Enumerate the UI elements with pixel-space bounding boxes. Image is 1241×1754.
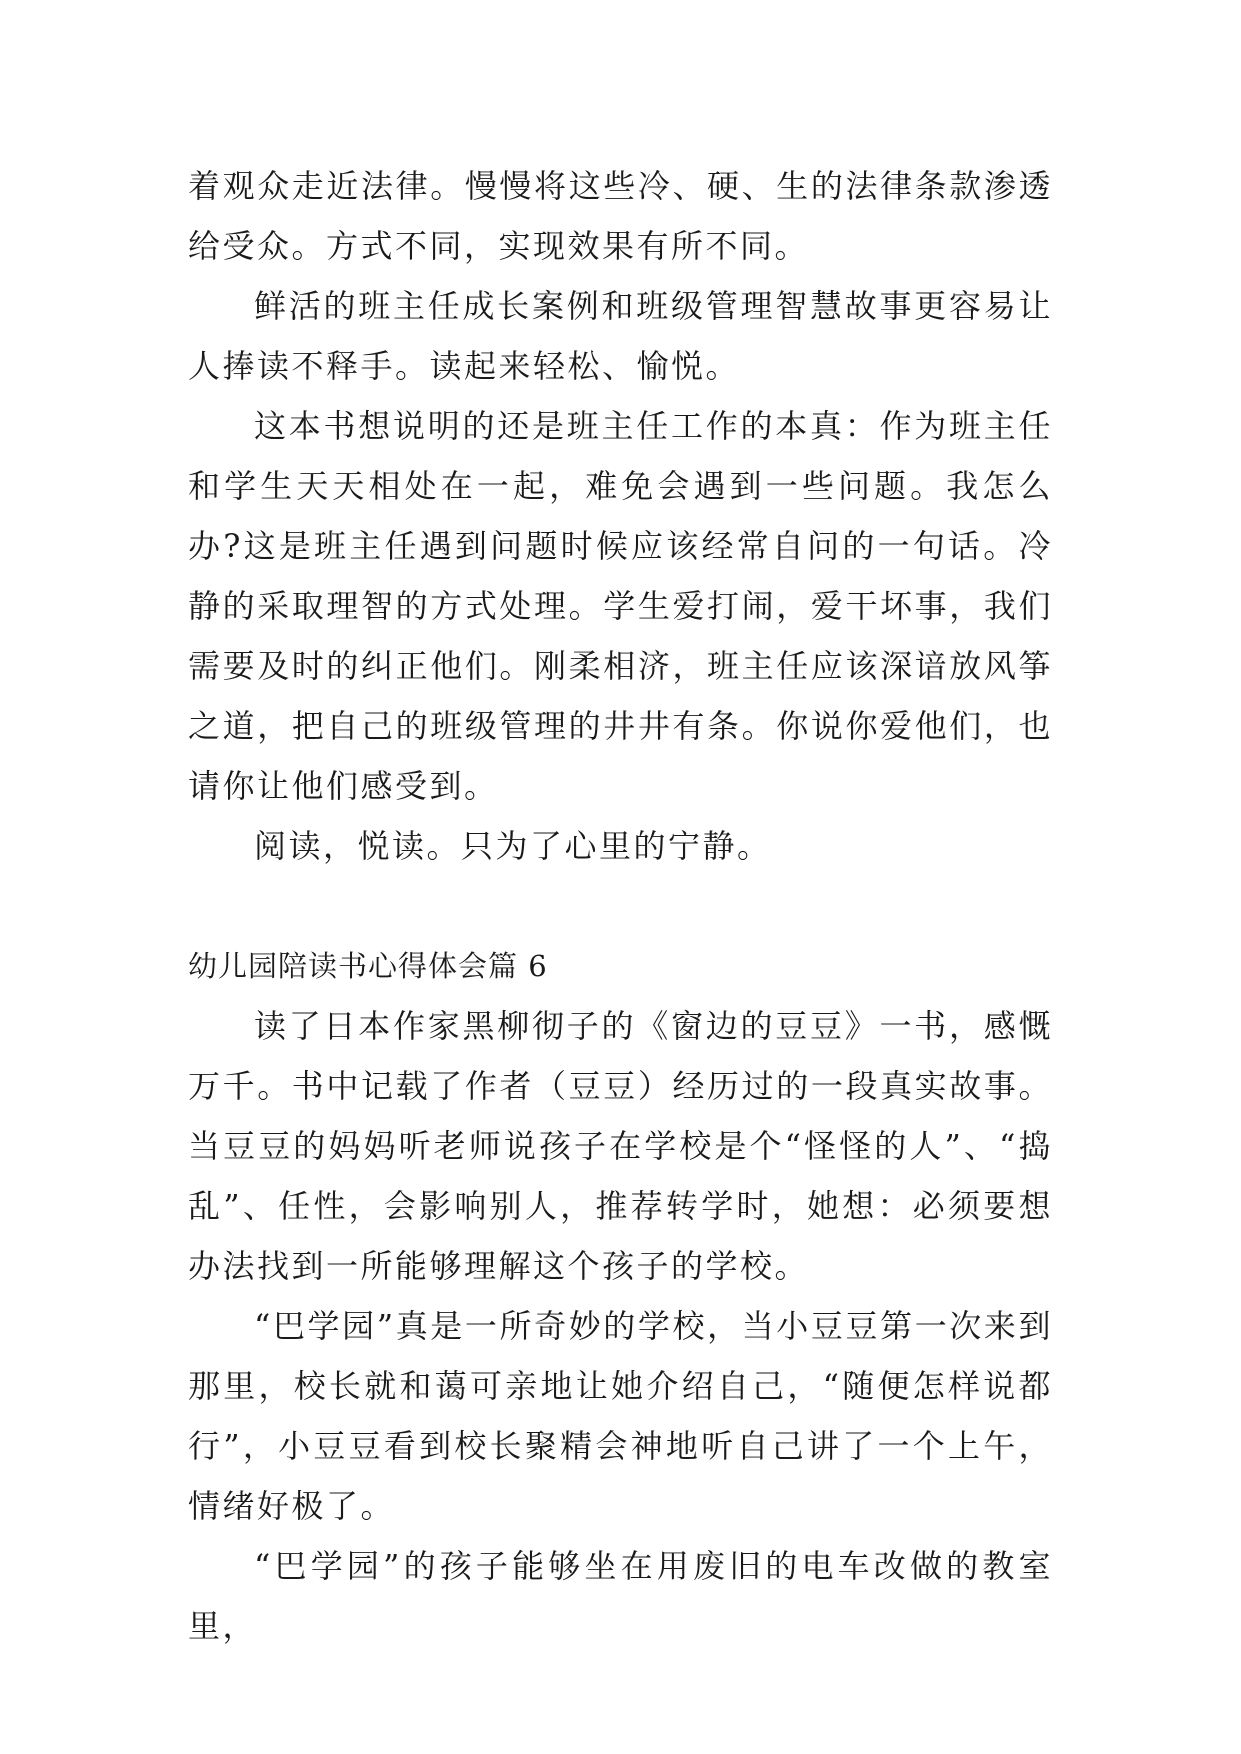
paragraph: 鲜活的班主任成长案例和班级管理智慧故事更容易让人捧读不释手。读起来轻松、愉悦。 [188, 287, 1053, 385]
paragraph: “巴学园”的孩子能够坐在用废旧的电车改做的教室里， [188, 1547, 1053, 1645]
section-heading: 幼儿园陪读书心得体会篇 6 [188, 949, 548, 983]
paragraph: 这本书想说明的还是班主任工作的本真：作为班主任和学生天天相处在一起，难免会遇到一些问题。我怎么办?这是班主任遇到问题时候应该经常自问的一句话。冷静的采取理智的方式处理。学生爱打闹，爱干坏事，我们需要及时的纠正他们。刚柔相济，班主任应该深谙放风筝之道，把自己的班级管理的井井有条。你说你爱他们，也请你让他们感受到。 [188, 407, 1053, 805]
document-page [188, 156, 1053, 1656]
paragraph: 阅读，悦读。只为了心里的宁静。 [254, 827, 772, 865]
section-spacer [188, 876, 1053, 936]
paragraph: 读了日本作家黑柳彻子的《窗边的豆豆》一书，感慨万千。书中记载了作者（豆豆）经历过的一段真实故事。当豆豆的妈妈听老师说孩子在学校是个“怪怪的人”、“捣乱”、任性，会影响别人，推荐转学时，她想：必须要想办法找到一所能够理解这个孩子的学校。 [188, 1007, 1053, 1285]
paragraph: “巴学园”真是一所奇妙的学校，当小豆豆第一次来到那里，校长就和蔼可亲地让她介绍自己，“随便怎样说都行”，小豆豆看到校长聚精会神地听自己讲了一个上午，情绪好极了。 [188, 1307, 1053, 1525]
paragraph-continuation: 着观众走近法律。慢慢将这些冷、硬、生的法律条款渗透给受众。方式不同，实现效果有所不同。 [188, 167, 1053, 265]
